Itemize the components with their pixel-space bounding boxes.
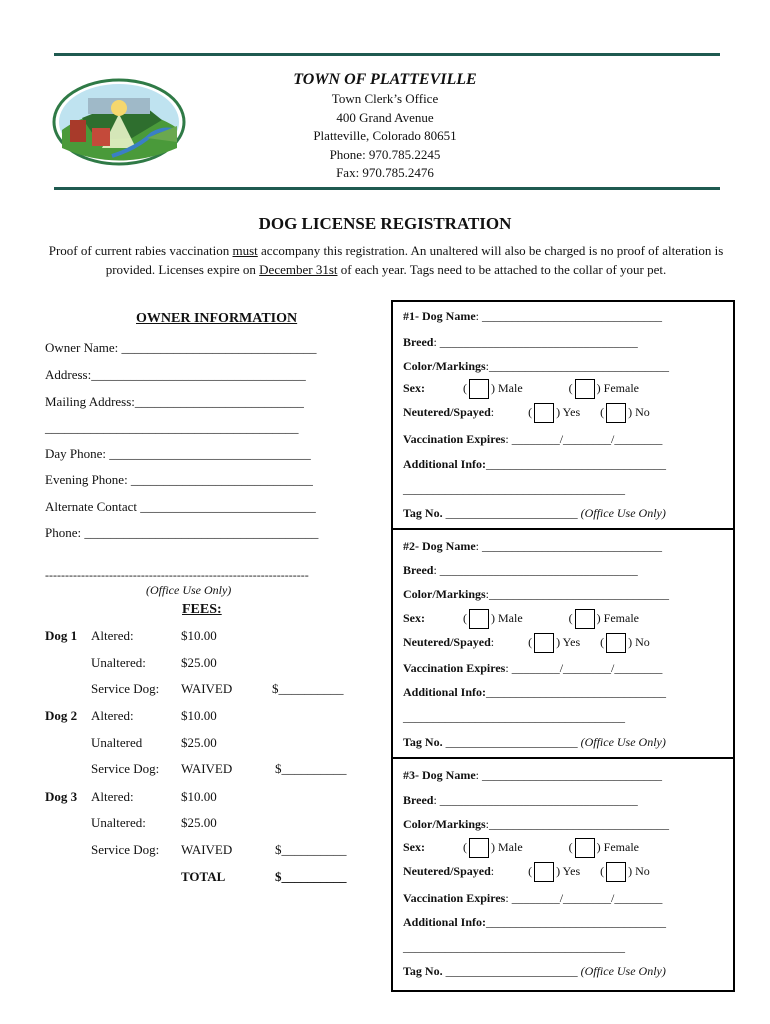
male-label: ) Male bbox=[491, 380, 523, 395]
dog2-amount-field[interactable]: $__________ bbox=[275, 761, 347, 776]
dog-3-breed-field[interactable] bbox=[403, 793, 638, 808]
dog2-altered-fee: $10.00 bbox=[181, 708, 217, 723]
vaccination-label: Vaccination Expires bbox=[403, 661, 506, 675]
dog2-service-fee: WAIVED bbox=[181, 761, 233, 776]
dog3-unaltered-label: Unaltered: bbox=[91, 815, 146, 830]
neutered-colon: : bbox=[490, 863, 495, 878]
paren: ( bbox=[568, 839, 573, 854]
dog2-label: Dog 2 bbox=[45, 708, 78, 723]
intro-text-2: accompany this registration. An unaltered will also be charged is no proof of alteration is provided. Licenses expire on bbox=[105, 243, 724, 277]
paren: ( bbox=[463, 839, 467, 854]
paren: ( bbox=[600, 634, 605, 649]
dog-2-additional-line-2[interactable]: _____________________________________ bbox=[403, 710, 625, 724]
breed-label: Breed bbox=[403, 793, 434, 807]
dog3-altered-label: Altered: bbox=[91, 789, 134, 804]
evening-phone-field[interactable]: Evening Phone: ____________________________ bbox=[45, 472, 313, 487]
dog1-service-fee: WAIVED bbox=[181, 681, 233, 696]
tag-label: Tag No. bbox=[403, 735, 443, 749]
no-label: ) No bbox=[628, 404, 650, 419]
dog-3-additional-line-2[interactable]: _____________________________________ bbox=[403, 940, 625, 954]
paren: ( bbox=[528, 634, 533, 649]
additional-line: ______________________________ bbox=[486, 915, 667, 929]
dog3-amount-field[interactable]: $__________ bbox=[275, 842, 347, 857]
sex-label: Sex: bbox=[403, 380, 425, 395]
dog-3-vaccination-field[interactable] bbox=[403, 891, 662, 906]
dog-2-breed-field[interactable] bbox=[403, 563, 638, 578]
color-label: Color/Markings bbox=[403, 817, 486, 831]
owner-name-field[interactable]: Owner Name: ______________________________ bbox=[45, 340, 317, 355]
dog-name-line: : ______________________________ bbox=[475, 309, 662, 323]
dog1-label: Dog 1 bbox=[45, 628, 78, 643]
female-checkbox[interactable] bbox=[575, 379, 595, 399]
dog-1-neutered-row bbox=[403, 403, 650, 423]
female-label: ) Female bbox=[596, 610, 639, 625]
yes-label: ) Yes bbox=[556, 863, 581, 878]
dog-3-additional-field[interactable] bbox=[403, 915, 666, 930]
breed-label: Breed bbox=[403, 335, 434, 349]
paren: ( bbox=[528, 404, 533, 419]
fax-number: Fax: 970.785.2476 bbox=[336, 165, 434, 180]
vaccination-label: Vaccination Expires bbox=[403, 432, 506, 446]
neutered-colon: : bbox=[490, 634, 495, 649]
yes-label: ) Yes bbox=[556, 404, 581, 419]
dog-3-box bbox=[391, 757, 735, 992]
alternate-phone-field[interactable]: Phone: ____________________________________ bbox=[45, 525, 319, 540]
breed-label: Breed bbox=[403, 563, 434, 577]
color-line: :______________________________ bbox=[485, 817, 670, 831]
color-line: :______________________________ bbox=[485, 359, 670, 373]
dog2-service-label: Service Dog: bbox=[91, 761, 160, 776]
day-phone-field[interactable]: Day Phone: _______________________________ bbox=[45, 446, 311, 461]
paren: ( bbox=[568, 610, 573, 625]
dog-name-label: #2- Dog Name bbox=[403, 539, 476, 553]
dog-1-vaccination-field[interactable] bbox=[403, 432, 662, 447]
dog-1-sex-row bbox=[403, 379, 639, 399]
dog3-altered-fee: $10.00 bbox=[181, 789, 217, 804]
male-checkbox[interactable] bbox=[469, 609, 489, 629]
dog1-altered-label: Altered: bbox=[91, 628, 134, 643]
tag-line: ______________________ bbox=[445, 735, 578, 749]
sex-label: Sex: bbox=[403, 839, 425, 854]
tag-line: ______________________ bbox=[445, 964, 578, 978]
paren: ( bbox=[600, 863, 605, 878]
vaccination-line: : ________/________/________ bbox=[505, 891, 663, 905]
tag-label: Tag No. bbox=[403, 964, 443, 978]
total-amount-field[interactable]: $__________ bbox=[275, 869, 347, 884]
phone-number: Phone: 970.785.2245 bbox=[329, 146, 441, 162]
yes-checkbox[interactable] bbox=[534, 862, 554, 882]
mailing-address-line-2[interactable]: _______________________________________ bbox=[45, 420, 299, 435]
yes-checkbox[interactable] bbox=[534, 403, 554, 423]
office-name: Town Clerk’s Office bbox=[331, 91, 439, 106]
additional-line: ______________________________ bbox=[486, 685, 667, 699]
female-label: ) Female bbox=[596, 839, 639, 854]
neutered-colon: : bbox=[490, 404, 495, 419]
color-line: :______________________________ bbox=[485, 587, 670, 601]
male-checkbox[interactable] bbox=[469, 838, 489, 858]
intro-must: must bbox=[232, 243, 258, 258]
header-bottom-rule bbox=[54, 187, 720, 190]
no-label: ) No bbox=[628, 863, 650, 878]
dog-1-tag-field[interactable] bbox=[403, 506, 666, 521]
additional-label: Additional Info: bbox=[403, 915, 487, 929]
dog-1-name-field[interactable] bbox=[403, 309, 662, 324]
paren: ( bbox=[528, 863, 533, 878]
vaccination-line: : ________/________/________ bbox=[505, 432, 663, 446]
paren: ( bbox=[463, 610, 467, 625]
dog-3-sex-row bbox=[403, 838, 639, 858]
dog3-unaltered-fee: $25.00 bbox=[181, 815, 217, 830]
dog-3-color-field[interactable] bbox=[403, 817, 669, 832]
no-checkbox[interactable] bbox=[606, 403, 626, 423]
alternate-contact-field[interactable]: Alternate Contact ___________________________ bbox=[45, 499, 316, 514]
male-label: ) Male bbox=[491, 610, 523, 625]
top-rule bbox=[54, 53, 720, 56]
intro-paragraph bbox=[46, 241, 726, 279]
dog-3-name-field[interactable] bbox=[403, 768, 662, 783]
owner-heading: OWNER INFORMATION bbox=[136, 311, 298, 326]
intro-text-3: of each year. Tags need to be attached to the collar of your pet. bbox=[337, 262, 667, 277]
dog-2-sex-row bbox=[403, 609, 639, 629]
dog-name-line: : ______________________________ bbox=[475, 768, 662, 782]
dog-1-box bbox=[391, 300, 735, 530]
yes-checkbox[interactable] bbox=[534, 633, 554, 653]
breed-line: : _________________________________ bbox=[433, 335, 638, 349]
dog1-amount-field[interactable]: $__________ bbox=[272, 681, 344, 696]
total-label: TOTAL bbox=[181, 869, 226, 884]
dog-2-vaccination-field[interactable] bbox=[403, 661, 662, 676]
neutered-label: Neutered/Spayed bbox=[403, 404, 491, 419]
male-label: ) Male bbox=[491, 839, 523, 854]
intro-date: December 31st bbox=[259, 262, 338, 277]
dog-2-box bbox=[391, 528, 735, 759]
dog1-unaltered-fee: $25.00 bbox=[181, 655, 217, 670]
office-use-divider: ------------------------------------------------------------------ bbox=[45, 568, 309, 582]
dog-1-additional-field[interactable] bbox=[403, 457, 666, 472]
additional-line: ______________________________ bbox=[486, 457, 667, 471]
town-seal-logo bbox=[52, 78, 186, 166]
dog-name-label: #3- Dog Name bbox=[403, 768, 476, 782]
letterhead bbox=[250, 70, 520, 183]
dog3-label: Dog 3 bbox=[45, 789, 78, 804]
dog2-unaltered-label: Unaltered bbox=[91, 735, 143, 750]
neutered-label: Neutered/Spayed bbox=[403, 634, 491, 649]
male-checkbox[interactable] bbox=[469, 379, 489, 399]
dog-2-additional-field[interactable] bbox=[403, 685, 666, 700]
dog2-unaltered-fee: $25.00 bbox=[181, 735, 217, 750]
fees-heading: FEES: bbox=[182, 602, 222, 617]
no-label: ) No bbox=[628, 634, 650, 649]
female-checkbox[interactable] bbox=[575, 609, 595, 629]
town-seal-image bbox=[52, 78, 186, 166]
dog-1-breed-field[interactable] bbox=[403, 335, 638, 350]
color-label: Color/Markings bbox=[403, 359, 486, 373]
color-label: Color/Markings bbox=[403, 587, 486, 601]
town-name: TOWN OF PLATTEVILLE bbox=[293, 71, 477, 88]
address-field[interactable]: Address:_________________________________ bbox=[45, 367, 306, 382]
dog-name-label: #1- Dog Name bbox=[403, 309, 476, 323]
dog3-service-label: Service Dog: bbox=[91, 842, 160, 857]
dog-1-color-field[interactable] bbox=[403, 359, 669, 374]
vaccination-label: Vaccination Expires bbox=[403, 891, 506, 905]
female-checkbox[interactable] bbox=[575, 838, 595, 858]
dog-1-additional-line-2[interactable]: _____________________________________ bbox=[403, 482, 625, 496]
dog2-altered-label: Altered: bbox=[91, 708, 134, 723]
additional-label: Additional Info: bbox=[403, 457, 487, 471]
neutered-label: Neutered/Spayed bbox=[403, 863, 491, 878]
dog-3-tag-field[interactable] bbox=[403, 964, 666, 979]
sex-label: Sex: bbox=[403, 610, 425, 625]
dog3-service-fee: WAIVED bbox=[181, 842, 233, 857]
page-title: DOG LICENSE REGISTRATION bbox=[258, 214, 512, 233]
breed-line: : _________________________________ bbox=[433, 563, 638, 577]
no-checkbox[interactable] bbox=[606, 633, 626, 653]
tag-office-use: (Office Use Only) bbox=[580, 735, 666, 749]
additional-label: Additional Info: bbox=[403, 685, 487, 699]
no-checkbox[interactable] bbox=[606, 862, 626, 882]
dog-2-neutered-row bbox=[403, 633, 650, 653]
tag-office-use: (Office Use Only) bbox=[580, 506, 666, 520]
dog1-service-label: Service Dog: bbox=[91, 681, 160, 696]
dog1-altered-fee: $10.00 bbox=[181, 628, 217, 643]
paren: ( bbox=[568, 380, 573, 395]
yes-label: ) Yes bbox=[556, 634, 581, 649]
tag-label: Tag No. bbox=[403, 506, 443, 520]
city-address: Platteville, Colorado 80651 bbox=[313, 128, 457, 143]
breed-line: : _________________________________ bbox=[433, 793, 638, 807]
dog-2-tag-field[interactable] bbox=[403, 735, 666, 750]
office-use-label: (Office Use Only) bbox=[146, 583, 232, 597]
dog-3-neutered-row bbox=[403, 862, 650, 882]
intro-text-1: Proof of current rabies vaccination bbox=[48, 243, 233, 258]
street-address: 400 Grand Avenue bbox=[336, 109, 434, 125]
paren: ( bbox=[600, 404, 605, 419]
paren: ( bbox=[463, 380, 467, 395]
female-label: ) Female bbox=[596, 380, 639, 395]
dog-2-color-field[interactable] bbox=[403, 587, 669, 602]
dog1-unaltered-label: Unaltered: bbox=[91, 655, 146, 670]
vaccination-line: : ________/________/________ bbox=[505, 661, 663, 675]
dog-name-line: : ______________________________ bbox=[475, 539, 662, 553]
tag-line: ______________________ bbox=[445, 506, 578, 520]
dog-2-name-field[interactable] bbox=[403, 539, 662, 554]
mailing-address-field[interactable]: Mailing Address:__________________________ bbox=[45, 394, 304, 409]
tag-office-use: (Office Use Only) bbox=[580, 964, 666, 978]
